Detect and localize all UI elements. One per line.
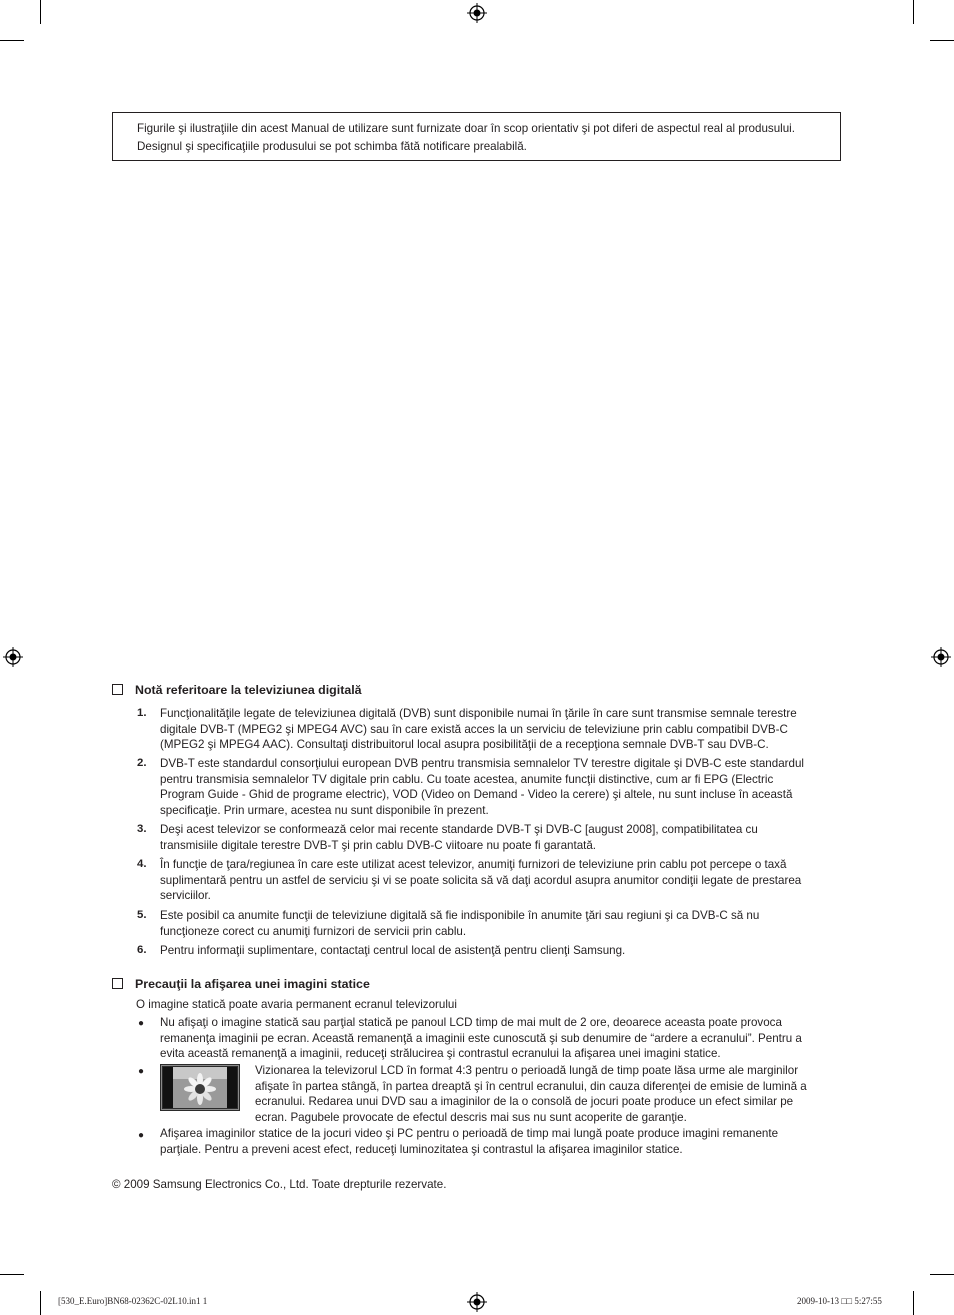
crop-mark xyxy=(40,1291,41,1315)
registration-mark-icon xyxy=(467,1292,487,1312)
item-number: 5. xyxy=(137,909,147,921)
item-number: 4. xyxy=(137,858,147,870)
list-item: Este posibil ca anumite funcţii de televiziune digitală să fie indisponibile în anumite ţări sau regiuni şi ca DVB-C să nu funcţioneze corect cu anumiţi furnizori de servicii prin cablu. xyxy=(160,909,760,938)
bullet-icon: ● xyxy=(138,1130,145,1141)
list-item: Vizionarea la televizorul LCD în format 4:3 pentru o perioadă lungă de timp poate lăsa urme ale marginilor afişate în partea stângă, în partea dreaptă şi în centrul ecranului, din cauza diferenţei de emisie de lumină a ecranului. Redarea unui DVD sau a imaginilor de la o consolă de jocuri poate produce un efect similar pe ecran. Pagubele provocate de efectul descris mai sus nu sunt acoperite de garanţie. xyxy=(255,1064,807,1124)
notice-line: Designul şi specificaţiile produsului se pot schimba fătă notificare prealabilă. xyxy=(137,140,527,153)
list-item: Pentru informaţii suplimentare, contactaţi centrul local de asistenţă pentru clienţi Samsung. xyxy=(160,944,626,957)
list-item: Nu afişaţi o imagine statică sau parţial statică pe panoul LCD timp de mai mult de 2 ore, deoarece aceasta poate provoca remanenţa imaginii pe ecran. Această remanenţă a imaginii este cunoscută şi sub denumire de “ardere a ecranului”. Pentru a evita această remanenţă a imaginii, reduceţi strălucirea şi contrastul ecranului la afişarea unei imagini statice. xyxy=(160,1016,802,1061)
print-slug-file: [530_E.Euro]BN68-02362C-02L10.in1 1 xyxy=(58,1296,208,1306)
bullet-icon: ● xyxy=(138,1066,145,1077)
crop-mark xyxy=(930,40,954,41)
registration-mark-icon xyxy=(3,647,23,667)
crop-mark xyxy=(930,1274,954,1275)
section-heading-static: Precauţii la afişarea unei imagini statice xyxy=(112,977,370,991)
checkbox-square-icon xyxy=(112,978,123,989)
item-number: 3. xyxy=(137,823,147,835)
notice-line: Figurile şi ilustraţiile din acest Manual de utilizare sunt furnizate doar în scop orientativ şi pot diferi de aspectul real al produsului. xyxy=(137,122,795,135)
notice-box xyxy=(112,112,841,161)
checkbox-square-icon xyxy=(112,684,123,695)
crop-mark xyxy=(913,1291,914,1315)
print-slug-date: 2009-10-13 □□ 5:27:55 xyxy=(797,1296,882,1306)
list-item: Afişarea imaginilor statice de la jocuri video şi PC pentru o perioadă de timp mai lungă poate produce imagini remanente parţiale. Pentru a preveni acest efect, reduceţi luminozitatea şi contrastul la afişarea imaginilor statice. xyxy=(160,1127,779,1156)
bullet-icon: ● xyxy=(138,1018,145,1029)
section-intro: O imagine statică poate avaria permanent ecranul televizorului xyxy=(136,998,457,1011)
registration-mark-icon xyxy=(467,3,487,23)
crop-mark xyxy=(0,40,24,41)
list-item: DVB-T este standardul consorţiului european DVB pentru transmisia semnalelor TV terestre digitale şi DVB-C este standardul pentru transmisia semnalelor TV digitale prin cablu. Cu toate acestea, anumite funcţii distinctive, cum ar fi EPG (Electric Program Guide - Ghid de programe electric), VOD (Video on Demand - Video la cerere) şi altele, nu sunt incluse în această specificaţie. Prin urmare, acestea nu sunt disponibile în prezent. xyxy=(160,757,804,817)
list-item: Deşi acest televizor se conformează celor mai recente standarde DVB-T şi DVB-C [august 2008], compatibilitatea cu transmisiile digitale terestre DVB-T şi prin cablu DVB-C viitoare nu poate fi garantată. xyxy=(160,823,758,852)
registration-mark-icon xyxy=(931,647,951,667)
crop-mark xyxy=(913,0,914,24)
item-number: 2. xyxy=(137,757,147,769)
copyright: © 2009 Samsung Electronics Co., Ltd. Toate drepturile rezervate. xyxy=(112,1178,447,1191)
list-item: În funcţie de ţara/regiunea în care este utilizat acest televizor, anumiţi furnizori de televiziune prin cablu pot percepe o taxă suplimentară pentru un astfel de serviciu şi vi se poate solicita să vă daţi acordul asupra anumitor condiţii legate de prestarea serviciilor. xyxy=(160,858,802,903)
item-number: 1. xyxy=(137,707,147,719)
crop-mark xyxy=(40,0,41,24)
list-item: Funcţionalităţile legate de televiziunea digitală (DVB) sunt disponibile numai în ţările în care sunt transmise semnale terestre digitale DVB-T (MPEG2 şi MPEG4 AVC) sau în care există acces la un serviciu de televiziune prin cablu compatibil DVB-C (MPEG2 şi MPEG4 AAC). Consultaţi distribuitorul local asupra posibilităţii de a recepţiona semnale DVB-T sau DVB-C. xyxy=(160,707,797,752)
tv-flower-image-icon xyxy=(160,1064,240,1111)
section-heading-digital: Notă referitoare la televiziunea digitală xyxy=(112,683,362,697)
item-number: 6. xyxy=(137,944,147,956)
crop-mark xyxy=(0,1274,24,1275)
